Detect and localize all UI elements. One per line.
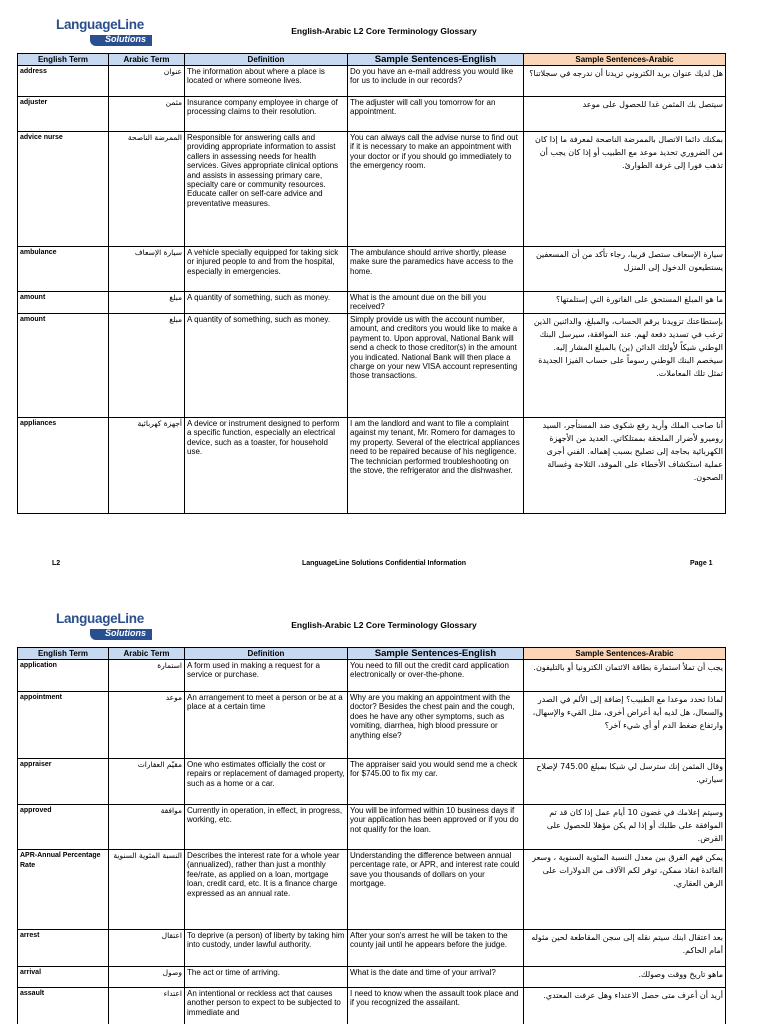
table-row bbox=[18, 692, 726, 759]
footer-level: L2 bbox=[52, 560, 61, 567]
definition: A form used in making a request for a service or purchase. bbox=[185, 660, 348, 692]
document-title: English-Arabic L2 Core Terminology Glossary bbox=[291, 26, 477, 36]
english-term: application bbox=[18, 660, 109, 692]
col-english-term: English Term bbox=[18, 54, 109, 66]
arabic-term: عنوان bbox=[109, 66, 185, 97]
sample-arabic: وقال المثمن إنك سترسل لي شيكا بمبلغ 745.00 لإصلاح سيارتي. bbox=[524, 759, 726, 805]
col-definition: Definition bbox=[185, 54, 348, 66]
definition: A quantity of something, such as money. bbox=[185, 314, 348, 418]
arabic-term: سيارة الإسعاف bbox=[109, 247, 185, 292]
logo-solutions-bar bbox=[90, 35, 152, 46]
table-row bbox=[18, 247, 726, 292]
sample-english: The ambulance should arrive shortly, please make sure the paramedics have access to the home. bbox=[348, 247, 524, 292]
sample-arabic: هل لديك عنوان بريد الكتروني تريدنا أن ندرجه في سجلاتنا؟ bbox=[524, 66, 726, 97]
arabic-term: اعتقال bbox=[109, 930, 185, 967]
logo-solutions-bar bbox=[90, 629, 152, 640]
sample-english: After your son's arrest he will be taken to the county jail until he appears before the judge. bbox=[348, 930, 524, 967]
sample-arabic: لماذا تحدد موعدا مع الطبيب؟ إضافة إلى الألم في الصدر والسعال، هل لديه أية أعراض أخرى، مثل القيء والإسهال، وارتفاع ضغط الدم أو أي شيء آخر؟ bbox=[524, 692, 726, 759]
sample-english: Why are you making an appointment with the doctor? Besides the chest pain and the cough, does he have any other symptoms, such as vomiting, diarrhea, high blood pressure or anything else? bbox=[348, 692, 524, 759]
sample-arabic: ما هو المبلغ المستحق على الفاتورة التي إستلمتها؟ bbox=[524, 292, 726, 314]
sample-arabic: ماهو تاريخ ووقت وصولك. bbox=[524, 967, 726, 988]
sample-english: Simply provide us with the account number, amount, and creditors you would like to make a payment to. Upon approval, National Bank will send a check to those creditor(s) in the amount you indicated. National Bank will then place a charge on your new VISA account representing those transactions. bbox=[348, 314, 524, 418]
sample-arabic: سيارة الإسعاف ستصل قريبا، رجاء تأكد من أن المسعفين يستطيعون الدخول إلى المنزل bbox=[524, 247, 726, 292]
logo-sub-text: Solutions bbox=[105, 34, 146, 44]
definition: The act or time of arriving. bbox=[185, 967, 348, 988]
arabic-term: وصول bbox=[109, 967, 185, 988]
definition: Currently in operation, in effect, in progress, working, etc. bbox=[185, 805, 348, 850]
definition: One who estimates officially the cost or repairs or replacement of damaged property, such as a home or a car. bbox=[185, 759, 348, 805]
arabic-term: مبلغ bbox=[109, 292, 185, 314]
arabic-term: مقيّم العقارات bbox=[109, 759, 185, 805]
sample-arabic: وسيتم إعلامك في غضون 10 أيام عمل إذا كان قد تم الموافقة على طلبك أو إذا لم يكن مؤهلا للحصول على القرض. bbox=[524, 805, 726, 850]
definition: Responsible for answering calls and providing appropriate information to assist callers in assessing needs for health services. Gives appropriate clinical options and assists in assessing primary care, specialty care or community resources. Educate caller on self-care advice and preventative measures. bbox=[185, 132, 348, 247]
definition: A quantity of something, such as money. bbox=[185, 292, 348, 314]
table-row bbox=[18, 660, 726, 692]
logo-main-text: LanguageLine bbox=[56, 17, 144, 32]
definition: A vehicle specially equipped for taking sick or injured people to and from the hospital, especially in emergencies. bbox=[185, 247, 348, 292]
table-row bbox=[18, 759, 726, 805]
sample-arabic: سيتصل بك المثمن غدا للحصول على موعد bbox=[524, 97, 726, 132]
english-term: APR-Annual Percentage Rate bbox=[18, 850, 109, 930]
table-row bbox=[18, 132, 726, 247]
definition: The information about where a place is located or where someone lives. bbox=[185, 66, 348, 97]
definition: To deprive (a person) of liberty by taking him into custody, under lawful authority. bbox=[185, 930, 348, 967]
sample-arabic: يمكن فهم الفرق بين معدل النسبة المئوية السنوية ، وسعر الفائدة انقاذ ممكن، توفر لكم الآلاف من الدولارات على الرهن العقاري. bbox=[524, 850, 726, 930]
sample-arabic: أريد أن أعرف متى حصل الاعتداء وهل عرفت المعتدي. bbox=[524, 988, 726, 1024]
table-row bbox=[18, 66, 726, 97]
table-header-row bbox=[18, 648, 726, 660]
definition: Describes the interest rate for a whole year (annualized), rather than just a monthly fee/rate, as applied on a loan, mortgage loan, credit card, etc. It is a finance charge expressed as an annual rate. bbox=[185, 850, 348, 930]
logo-main-text: LanguageLine bbox=[56, 611, 144, 626]
arabic-term: استمارة bbox=[109, 660, 185, 692]
footer-page-number: Page 1 bbox=[690, 560, 713, 567]
footer-confidential: LanguageLine Solutions Confidential Information bbox=[301, 560, 467, 567]
col-arabic-term: Arabic Term bbox=[109, 54, 185, 66]
sample-english: Understanding the difference between annual percentage rate, or APR, and interest rate could save you thousands of dollars on your mortgage. bbox=[348, 850, 524, 930]
sample-english: The appraiser said you would send me a check for $745.00 to fix my car. bbox=[348, 759, 524, 805]
col-sample-arabic: Sample Sentences-Arabic bbox=[524, 648, 726, 660]
languageline-logo bbox=[56, 611, 160, 651]
sample-english: You will be informed within 10 business days if your application has been approved or if you do not qualify for the loan. bbox=[348, 805, 524, 850]
english-term: arrest bbox=[18, 930, 109, 967]
english-term: appointment bbox=[18, 692, 109, 759]
definition: Insurance company employee in charge of processing claims to their resolution. bbox=[185, 97, 348, 132]
document-title: English-Arabic L2 Core Terminology Glossary bbox=[291, 620, 477, 630]
table-header-row bbox=[18, 54, 726, 66]
sample-arabic: أنا صاحب الملك وأريد رفع شكوى ضد المستأجر، السيد روميرو لأضرار الملحقة بممتلكاتي. العديد من الأجهزة الكهربائية بحاجة إلى تصليح بسبب إهماله. الفني أجرى عملية استكشاف الأخطاء على الموقد، الثلاجة وغسالة الصحون. bbox=[524, 418, 726, 514]
english-term: approved bbox=[18, 805, 109, 850]
english-term: address bbox=[18, 66, 109, 97]
table-row bbox=[18, 930, 726, 967]
col-sample-english: Sample Sentences-English bbox=[348, 54, 524, 66]
definition: A device or instrument designed to perform a specific function, especially an electrical device, such as a toaster, for household use. bbox=[185, 418, 348, 514]
logo-sub-text: Solutions bbox=[105, 628, 146, 638]
english-term: assault bbox=[18, 988, 109, 1024]
definition: An arrangement to meet a person or be at a place at a certain time bbox=[185, 692, 348, 759]
glossary-page-2 bbox=[0, 600, 768, 1024]
col-sample-english: Sample Sentences-English bbox=[348, 648, 524, 660]
table-row bbox=[18, 805, 726, 850]
arabic-term: موافقة bbox=[109, 805, 185, 850]
english-term: adjuster bbox=[18, 97, 109, 132]
arabic-term: النسبة المئوية السنوية bbox=[109, 850, 185, 930]
table-row bbox=[18, 967, 726, 988]
arabic-term: موعد bbox=[109, 692, 185, 759]
glossary-table bbox=[17, 647, 726, 1024]
sample-english: I am the landlord and want to file a complaint against my tenant, Mr. Romero for damages to my property. Several of the electrical appliances need to be repaired because of his negligence. The technician performed troubleshooting on the stove, the refrigerator and the dishwasher. bbox=[348, 418, 524, 514]
table-row bbox=[18, 292, 726, 314]
arabic-term: مثمن bbox=[109, 97, 185, 132]
col-definition: Definition bbox=[185, 648, 348, 660]
sample-english: What is the amount due on the bill you received? bbox=[348, 292, 524, 314]
col-arabic-term: Arabic Term bbox=[109, 648, 185, 660]
arabic-term: الممرضة الناصحة bbox=[109, 132, 185, 247]
sample-arabic: يجب أن تملأ استمارة بطاقة الائتمان الكترونيا أو بالتليفون. bbox=[524, 660, 726, 692]
arabic-term: اعتداء bbox=[109, 988, 185, 1024]
definition: An intentional or reckless act that causes another person to expect to be subjected to immediate and bbox=[185, 988, 348, 1024]
sample-english: You need to fill out the credit card application electronically or over-the-phone. bbox=[348, 660, 524, 692]
sample-english: I need to know when the assault took place and if you recognized the assailant. bbox=[348, 988, 524, 1024]
sample-arabic: بعد اعتقال ابنك سيتم نقله إلى سجن المقاطعة لحين مثوله أمام الحاكم. bbox=[524, 930, 726, 967]
english-term: ambulance bbox=[18, 247, 109, 292]
arabic-term: مبلغ bbox=[109, 314, 185, 418]
sample-english: What is the date and time of your arrival? bbox=[348, 967, 524, 988]
english-term: appraiser bbox=[18, 759, 109, 805]
table-row bbox=[18, 314, 726, 418]
english-term: amount bbox=[18, 314, 109, 418]
sample-arabic: بمكنك دائما الاتصال بالممرضة الناصحة لمعرفة ما إذا كان من الضروري تحديد موعد مع الطبيب أو إذا كان يجب أن تذهب فورا إلى غرفة الطوارئ. bbox=[524, 132, 726, 247]
sample-english: You can always call the advise nurse to find out if it is necessary to make an appointment with your doctor or if you should go immediately to the emergency room. bbox=[348, 132, 524, 247]
english-term: advice nurse bbox=[18, 132, 109, 247]
sample-arabic: بإستطاعتك تزويدنا برقم الحساب، والمبلغ، والدائنين الذين ترغب في تسديد دفعة لهم. عند الموافقة، سيرسل البنك الوطني شيكاً لأولئك الدائن (ين) بالمبلغ المشار إليه. سيخصم البنك الوطني رسوماً على حساب الفيزا الجديدة تمثل تلك المعاملات. bbox=[524, 314, 726, 418]
sample-english: The adjuster will call you tomorrow for an appointment. bbox=[348, 97, 524, 132]
arabic-term: أجهزة كهربائية bbox=[109, 418, 185, 514]
col-sample-arabic: Sample Sentences-Arabic bbox=[524, 54, 726, 66]
col-english-term: English Term bbox=[18, 648, 109, 660]
english-term: amount bbox=[18, 292, 109, 314]
english-term: appliances bbox=[18, 418, 109, 514]
table-row bbox=[18, 418, 726, 514]
glossary-table bbox=[17, 53, 726, 514]
sample-english: Do you have an e-mail address you would like for us to include in our records? bbox=[348, 66, 524, 97]
english-term: arrival bbox=[18, 967, 109, 988]
table-row bbox=[18, 97, 726, 132]
table-row bbox=[18, 988, 726, 1024]
languageline-logo bbox=[56, 17, 160, 57]
table-row bbox=[18, 850, 726, 930]
